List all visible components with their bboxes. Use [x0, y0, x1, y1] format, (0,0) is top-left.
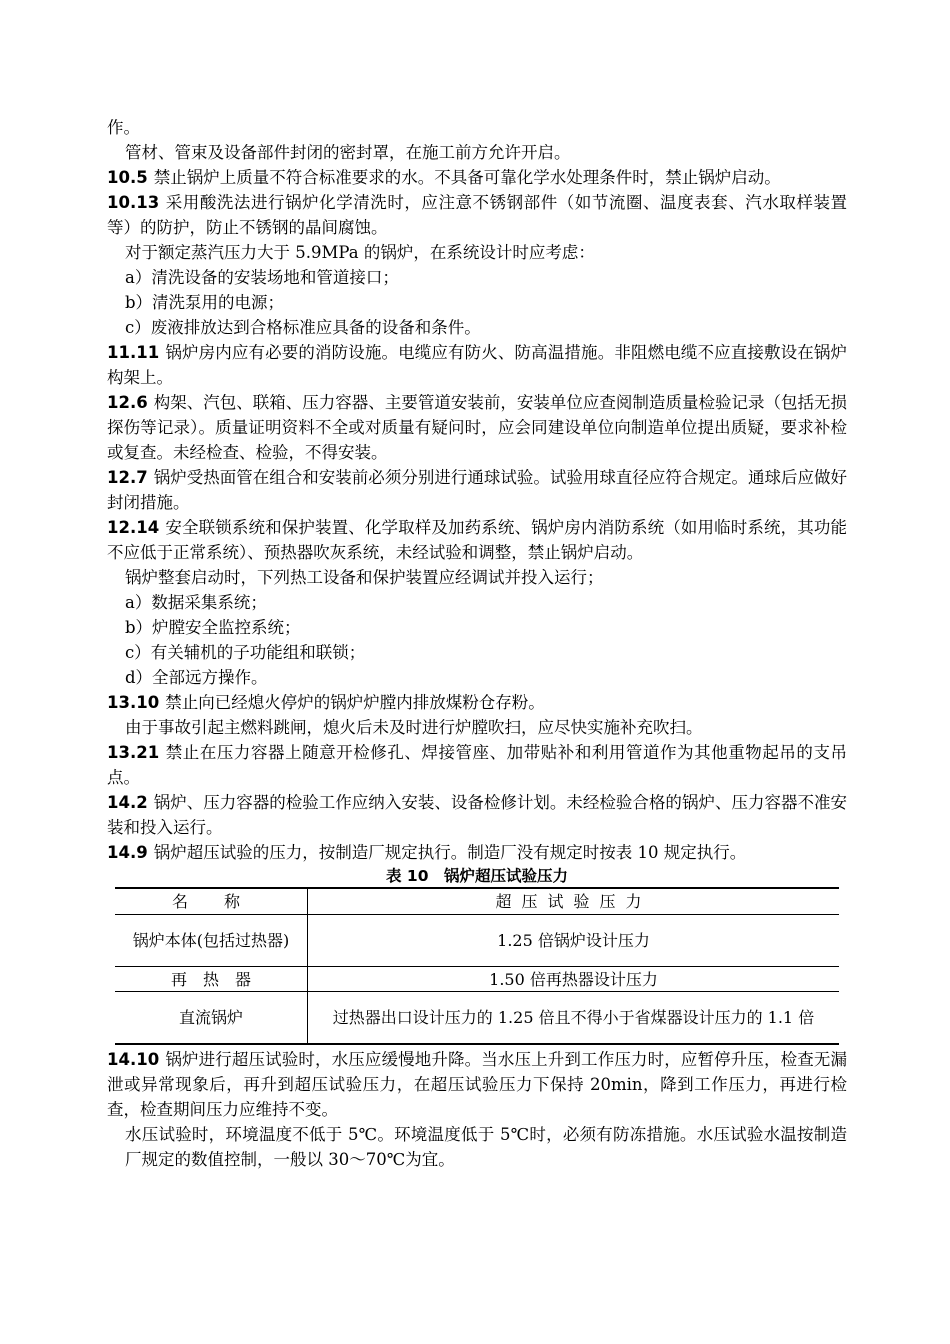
table-caption: 表 10 锅炉超压试验压力 [386, 867, 568, 885]
clause-number: 14.10 [107, 1049, 160, 1069]
list-item: d）全部远方操作。 [125, 668, 268, 687]
paragraph: 对于额定蒸汽压力大于 5.9MPa 的锅炉，在系统设计时应考虑： [125, 243, 595, 262]
clause-14-10 [107, 1047, 847, 1122]
column-header-name: 名 称 [115, 888, 308, 915]
clause-number: 13.10 [107, 693, 160, 712]
paragraph: 由于事故引起主燃料跳闸，熄火后未及时进行炉膛吹扫，应尽快实施补充吹扫。 [125, 718, 703, 737]
table-cell: 再 热 器 [115, 967, 308, 992]
clause-text: 安全联锁系统和保护装置、化学取样及加药系统、锅炉房内消防系统（如用临时系统，其功能不应低于正常系统）、预热器吹灰系统，未经试验和调整，禁止锅炉启动。 [107, 518, 847, 562]
table-cell: 1.25 倍锅炉设计压力 [308, 915, 840, 967]
column-header-pressure: 超压试验压力 [308, 888, 840, 915]
list-item: c）有关辅机的子功能组和联锁； [125, 643, 366, 662]
clause-14-2 [107, 790, 847, 840]
clause-12-7 [107, 465, 847, 515]
pressure-table [115, 887, 839, 1045]
list-item: c）废液排放达到合格标准应具备的设备和条件。 [125, 318, 481, 337]
clause-number: 11.11 [107, 343, 160, 362]
clause-number: 10.13 [107, 193, 160, 212]
table-cell: 1.50 倍再热器设计压力 [308, 967, 840, 992]
clause-12-14 [107, 515, 847, 565]
table-row [115, 967, 839, 992]
clause-number: 12.6 [107, 393, 148, 412]
clause-number: 10.5 [107, 168, 148, 187]
clause-text: 锅炉受热面管在组合和安装前必须分别进行通球试验。试验用球直径应符合规定。通球后应做好封闭措施。 [107, 468, 847, 512]
paragraph: 锅炉整套启动时，下列热工设备和保护装置应经调试并投入运行； [125, 568, 604, 587]
document-page [107, 115, 847, 1172]
table-header-row [115, 888, 839, 915]
clause-10-5 [107, 165, 847, 190]
table-cell: 直流锅炉 [115, 992, 308, 1044]
clause-number: 14.9 [107, 843, 148, 862]
clause-13-10 [107, 690, 847, 715]
clause-number: 13.21 [107, 743, 160, 762]
table-row [115, 915, 839, 967]
clause-number: 14.2 [107, 793, 148, 812]
clause-text: 锅炉进行超压试验时，水压应缓慢地升降。当水压上升到工作压力时，应暂停升压，检查无漏泄或异常现象后，再升到超压试验压力，在超压试验压力下保持 20min，降到工作压力，再进行检查，检查期间压力应维持不变。 [107, 1049, 847, 1119]
clause-text: 锅炉房内应有必要的消防设施。电缆应有防火、防高温措施。非阻燃电缆不应直接敷设在锅炉构架上。 [107, 343, 847, 387]
clause-13-21 [107, 740, 847, 790]
table-cell: 过热器出口设计压力的 1.25 倍且不得小于省煤器设计压力的 1.1 倍 [308, 992, 840, 1044]
clause-12-6 [107, 390, 847, 465]
table-row [115, 992, 839, 1044]
clause-14-9 [107, 840, 847, 865]
clause-number: 12.7 [107, 468, 148, 487]
list-item: b）清洗泵用的电源； [125, 293, 285, 312]
list-item: b）炉膛安全监控系统； [125, 618, 301, 637]
clause-11-11 [107, 340, 847, 390]
clause-text: 构架、汽包、联箱、压力容器、主要管道安装前，安装单位应查阅制造质量检验记录（包括无损探伤等记录）。质量证明资料不全或对质量有疑问时，应会同建设单位向制造单位提出质疑，要求补检或复查。未经检查、检验，不得安装。 [107, 393, 847, 462]
paragraph: 水压试验时，环境温度不低于 5℃。环境温度低于 5℃时，必须有防冻措施。水压试验水温按制造厂规定的数值控制，一般以 30～70℃为宜。 [125, 1124, 847, 1169]
table-cell: 锅炉本体(包括过热器) [115, 915, 308, 967]
clause-number: 12.14 [107, 518, 160, 537]
list-item: a）数据采集系统； [125, 593, 267, 612]
clause-10-13 [107, 190, 847, 240]
paragraph: 作。 [107, 118, 140, 137]
list-item: a）清洗设备的安装场地和管道接口； [125, 268, 399, 287]
clause-text: 锅炉超压试验的压力，按制造厂规定执行。制造厂没有规定时按表 10 规定执行。 [153, 843, 747, 862]
clause-text: 禁止向已经熄火停炉的锅炉炉膛内排放煤粉仓存粉。 [165, 693, 545, 712]
clause-text: 禁止锅炉上质量不符合标准要求的水。不具备可靠化学水处理条件时，禁止锅炉启动。 [153, 168, 781, 187]
clause-text: 锅炉、压力容器的检验工作应纳入安装、设备检修计划。未经检验合格的锅炉、压力容器不准安装和投入运行。 [107, 793, 847, 837]
clause-text: 采用酸洗法进行锅炉化学清洗时，应注意不锈钢部件（如节流圈、温度表套、汽水取样装置等）的防护，防止不锈钢的晶间腐蚀。 [107, 193, 847, 237]
paragraph: 管材、管束及设备部件封闭的密封罩，在施工前方允许开启。 [125, 143, 571, 162]
clause-text: 禁止在压力容器上随意开检修孔、焊接管座、加带贴补和利用管道作为其他重物起吊的支吊点。 [107, 743, 847, 787]
